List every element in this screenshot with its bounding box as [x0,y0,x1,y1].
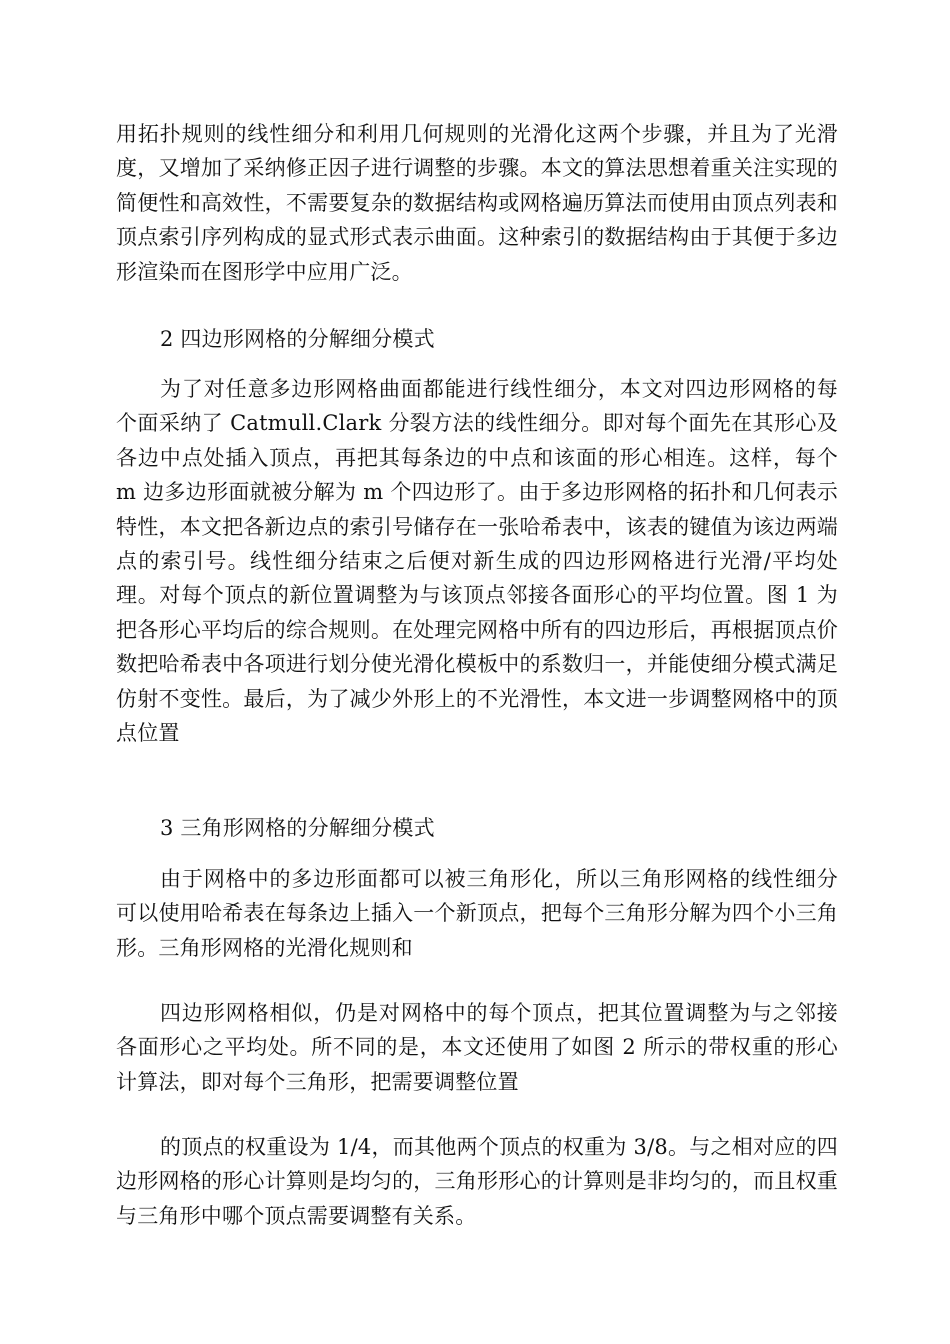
section-heading-triangle-mesh: 3 三角形网格的分解细分模式 [160,816,435,840]
paragraph-triangle-mesh-1: 由于网格中的多边形面都可以被三角形化，所以三角形网格的线性细分可以使用哈希表在每条边上插入一个新顶点，把每个三角形分解为四个小三角形。三角形网格的光滑化规则和 [116,867,838,960]
paragraph-quad-mesh: 为了对任意多边形网格曲面都能进行线性细分，本文对四边形网格的每个面采纳了 Catmull.Clark 分裂方法的线性细分。即对每个面先在其形心及各边中点处插入顶点，再把其每条边的中点和该面的形心相连。这样，每个 m 边多边形面就被分解为 m 个四边形了。由于多边形网格的拓扑和几何表示特性，本文把各新边点的索引号储存在一张哈希表中，该表的键值为该边两端点的索引号。线性细分结束之后便对新生成的四边形网格进行光滑/平均处理。对每个顶点的新位置调整为与该顶点邻接各面形心的平均位置。图 1 为把各形心平均后的综合规则。在处理完网格中所有的四边形后，再根据顶点价数把哈希表中各项进行划分使光滑化模板中的系数归一，并能使细分模式满足仿射不变性。最后，为了减少外形上的不光滑性，本文进一步调整网格中的顶点位置 [116,377,838,746]
paragraph-triangle-mesh-3: 的顶点的权重设为 1/4，而其他两个顶点的权重为 3/8。与之相对应的四边形网格的形心计算则是均匀的，三角形形心的计算则是非均匀的，而且权重与三角形中哪个顶点需要调整有关系。 [116,1135,838,1228]
paragraph-intro-continued: 用拓扑规则的线性细分和利用几何规则的光滑化这两个步骤，并且为了光滑度，又增加了采纳修正因子进行调整的步骤。本文的算法思想着重关注实现的简便性和高效性，不需要复杂的数据结构或网格遍历算法而使用由顶点列表和顶点索引序列构成的显式形式表示曲面。这种索引的数据结构由于其便于多边形渲染而在图形学中应用广泛。 [116,122,838,284]
paragraph-triangle-mesh-2: 四边形网格相似，仍是对网格中的每个顶点，把其位置调整为与之邻接各面形心之平均处。所不同的是，本文还使用了如图 2 所示的带权重的形心计算法，即对每个三角形，把需要调整位置 [116,1001,838,1094]
section-heading-quad-mesh: 2 四边形网格的分解细分模式 [160,327,435,351]
